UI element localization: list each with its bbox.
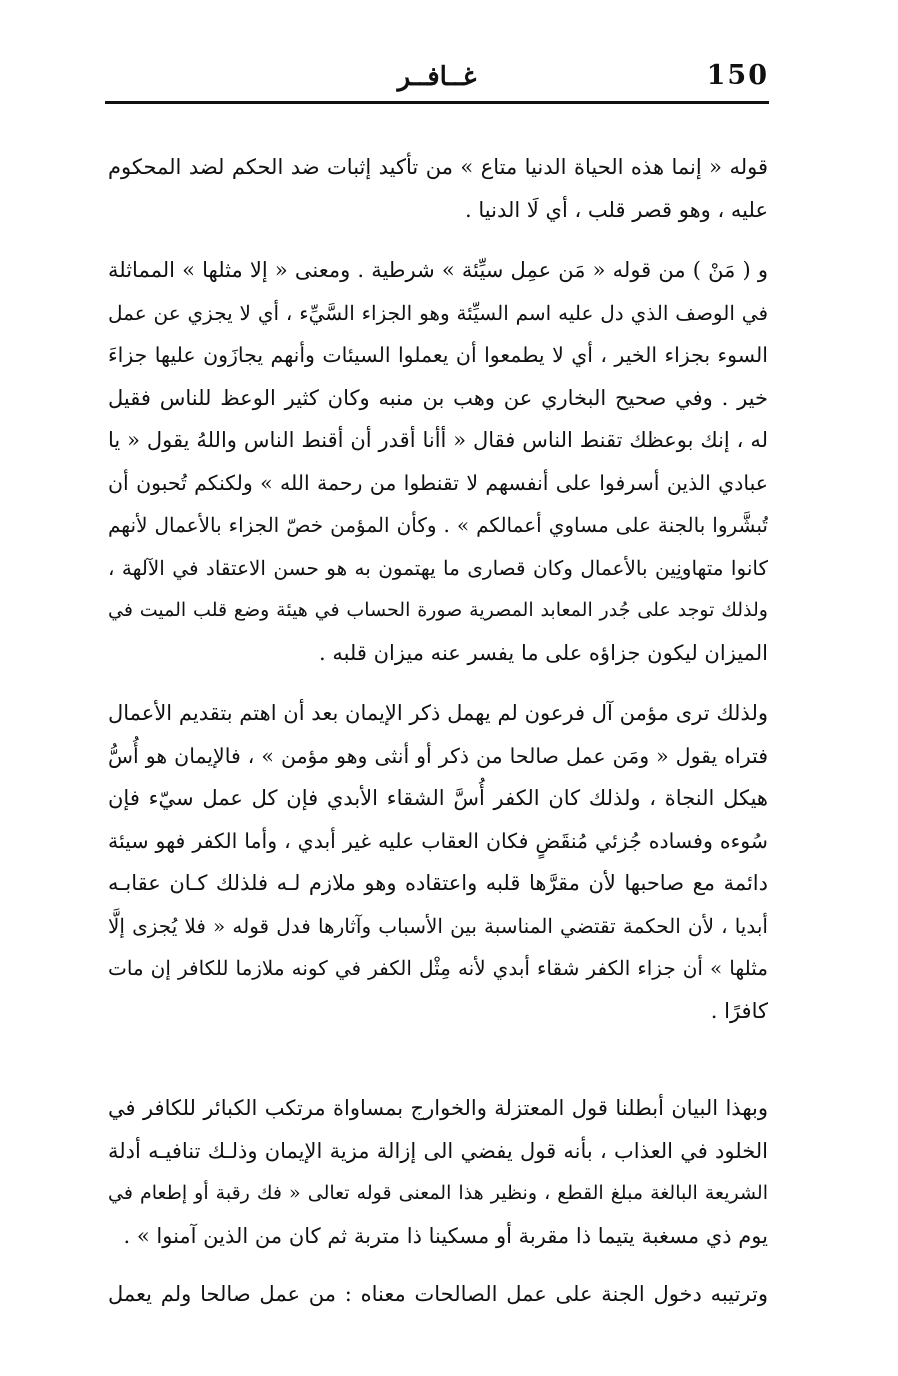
text-line: عليه ، وهو قصر قلب ، أي لَا الدنيا . <box>465 197 768 222</box>
text-line: سُوءه وفساده جُزئي مُنقَضٍ فكان العقاب عليه غير أبدي ، وأما الكفر فهو سيئة <box>108 828 768 853</box>
text-line: في الوصف الذي دل عليه اسم السيِّئة وهو الجزاء السَّيِّء ، أي لا يجزي عن عمل <box>108 300 768 325</box>
paragraph <box>108 146 768 231</box>
text-line: ولذلك ترى مؤمن آل فرعون لم يهمل ذكر الإيمان بعد أن اهتم بتقديم الأعمال <box>108 701 768 725</box>
running-title: غــافــر <box>397 62 477 92</box>
paragraph <box>108 249 768 674</box>
text-line: هيكل النجاة ، ولذلك كان الكفر أُسَّ الشقاء الأبدي فإن كل عمل سيّء فإن <box>108 786 768 810</box>
text-line: ولذلك توجد على جُدر المعابد المصرية صورة الحساب في هيئة وضع قلب الميت في <box>108 599 768 621</box>
text-line: كانوا متهاونِين بالأعمال وكان قصارى ما يهتمون به هو حسن الاعتقاد في الآلهة ، <box>108 555 768 580</box>
paragraph <box>108 1273 768 1316</box>
header-rule <box>105 101 769 104</box>
text-line: كافرًا . <box>710 998 768 1023</box>
text-line: وترتيبه دخول الجنة على عمل الصالحات معناه : من عمل صالحا ولم يعمل <box>108 1282 768 1306</box>
text-line: يوم ذي مسغبة يتيما ذا مقربة أو مسكينا ذا متربة ثم كان من الذين آمنوا » . <box>123 1223 768 1248</box>
page-header <box>105 58 769 100</box>
text-line: تُبشَّروا بالجنة على مساوي أعمالكم » . وكأن المؤمن خصّ الجزاء بالأعمال لأنهم <box>108 513 768 537</box>
page-number: 150 <box>706 60 769 91</box>
text-line: الميزان ليكون جزاؤه على ما يفسر عنه ميزان قلبه . <box>318 640 768 665</box>
paragraph <box>108 1087 768 1257</box>
text-line: السوء بجزاء الخير ، أي لا يطمعوا أن يعملوا السيئات وأنهم يجازَون عليها جزاءَ <box>108 343 768 367</box>
paragraph <box>108 692 768 1032</box>
text-line: قوله « إنما هذه الحياة الدنيا متاع » من تأكيد إثبات ضد الحكم لضد المحكوم <box>108 155 768 179</box>
text-line: أبديا ، لأن الحكمة تقتضي المناسبة بين الأسباب وآثارها فدل قوله « فلا يُجزى إلَّا <box>108 913 768 938</box>
text-line: الشريعة البالغة مبلغ القطع ، ونظير هذا المعنى قوله تعالى « فك رقبة أو إطعام في <box>108 1182 768 1204</box>
text-line: و ( مَنْ ) من قوله « مَن عمِل سيِّئة » شرطية . ومعنى « إلا مثلها » المماثلة <box>108 258 768 282</box>
body-text <box>108 146 768 1316</box>
text-line: دائمة مع صاحبها لأن مقرَّها قلبه واعتقاده وهو ملازم لـه فلذلك كـان عقابـه <box>108 871 768 895</box>
text-line: مثلها » أن جزاء الكفر شقاء أبدي لأنه مِثْل الكفر في كونه ملازما للكافر إن مات <box>108 956 768 980</box>
text-line: له ، إنك بوعظك تقنط الناس فقال « أأنا أقدر أن أقنط الناس واللهُ يقول « يا <box>108 428 768 452</box>
text-line: فتراه يقول « ومَن عمل صالحا من ذكر أو أنثى وهو مؤمن » ، فالإيمان هو أُسُّ <box>108 743 768 768</box>
text-line: خير . وفي صحيح البخاري عن وهب بن منبه وكان كثير الوعظ للناس فقيل <box>108 385 768 410</box>
text-line: الخلود في العذاب ، بأنه قول يفضي الى إزالة مزية الإيمان وذلـك تنافيـه أدلة <box>108 1138 768 1163</box>
text-line: عبادي الذين أسرفوا على أنفسهم لا تقنطوا من رحمة الله » ولكنكم تُحبون أن <box>108 470 768 495</box>
text-line: وبهذا البيان أبطلنا قول المعتزلة والخوارج بمساواة مرتكب الكبائر للكافر في <box>108 1096 768 1120</box>
